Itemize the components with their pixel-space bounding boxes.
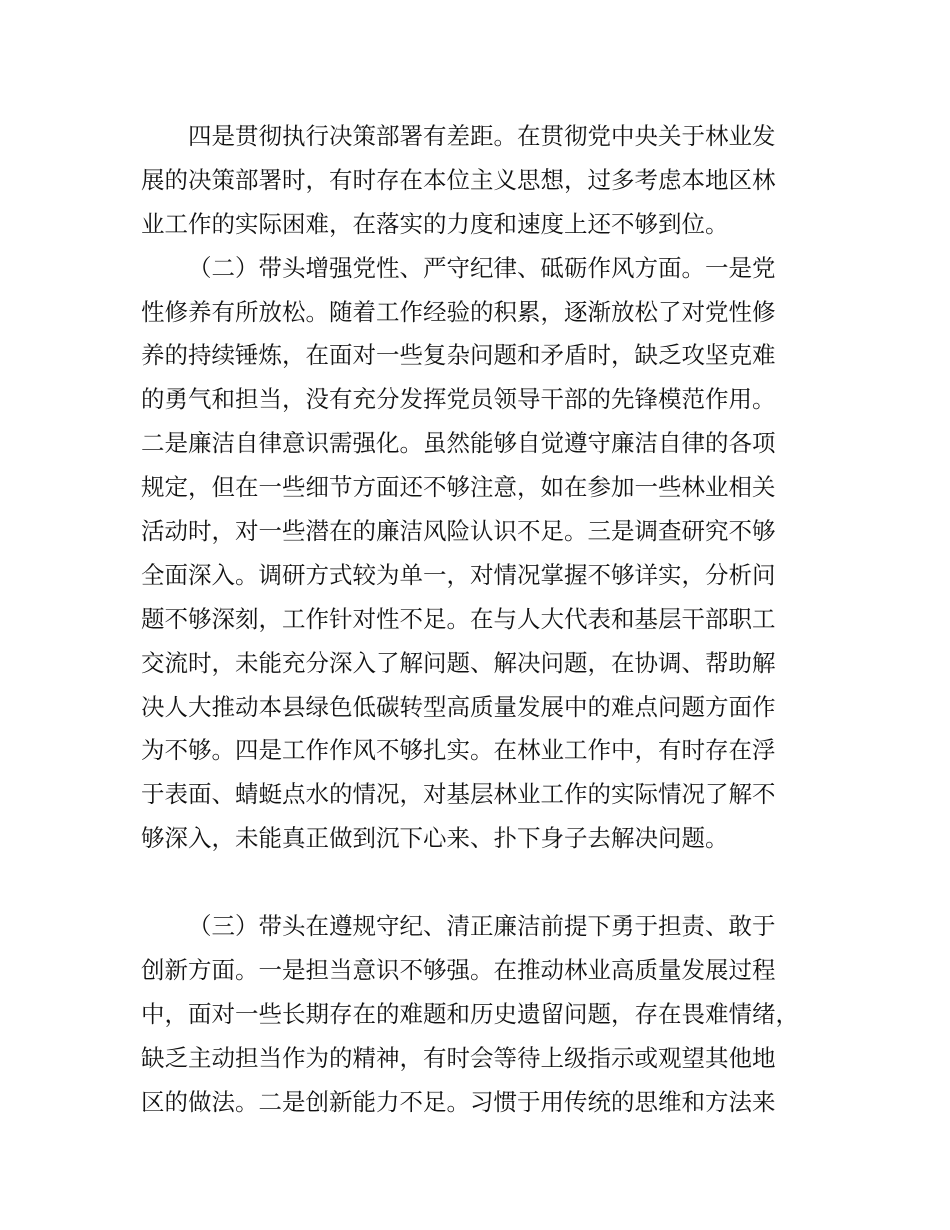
text-line: 全面深入。调研方式较为单一，对情况掌握不够详实，分析问 <box>141 560 776 589</box>
text-line: 中，面对一些长期存在的难题和历史遗留问题，存在畏难情绪， <box>141 999 799 1028</box>
text-line: 业工作的实际困难，在落实的力度和速度上还不够到位。 <box>141 209 729 238</box>
paragraph-decision-implementation <box>141 115 831 247</box>
paragraph-party-discipline <box>141 247 831 905</box>
text-line: 够深入，未能真正做到沉下心来、扑下身子去解决问题。 <box>141 824 729 853</box>
text-line: 于表面、蜻蜓点水的情况，对基层林业工作的实际情况了解不 <box>141 780 776 809</box>
document-body <box>141 115 831 1124</box>
text-line: 题不够深刻，工作针对性不足。在与人大代表和基层干部职工 <box>141 604 776 633</box>
text-line: 创新方面。一是担当意识不够强。在推动林业高质量发展过程 <box>141 955 776 984</box>
text-line: 活动时，对一些潜在的廉洁风险认识不足。三是调查研究不够 <box>141 517 776 546</box>
text-line: 二是廉洁自律意识需强化。虽然能够自觉遵守廉洁自律的各项 <box>141 429 776 458</box>
text-line: 为不够。四是工作作风不够扎实。在林业工作中，有时存在浮 <box>141 736 776 765</box>
paragraph-responsibility-innovation <box>141 905 831 1124</box>
text-line: （二）带头增强党性、严守纪律、砥砺作风方面。一是党 <box>188 253 776 282</box>
text-line: 缺乏主动担当作为的精神，有时会等待上级指示或观望其他地 <box>141 1043 776 1072</box>
text-line: 区的做法。二是创新能力不足。习惯于用传统的思维和方法来 <box>141 1087 776 1116</box>
text-line: 交流时，未能充分深入了解问题、解决问题，在协调、帮助解 <box>141 648 776 677</box>
text-line: 性修养有所放松。随着工作经验的积累，逐渐放松了对党性修 <box>141 297 776 326</box>
text-line: 的勇气和担当，没有充分发挥党员领导干部的先锋模范作用。 <box>141 385 776 414</box>
text-line: 决人大推动本县绿色低碳转型高质量发展中的难点问题方面作 <box>141 692 776 721</box>
text-line: 四是贯彻执行决策部署有差距。在贯彻党中央关于林业发 <box>188 122 776 150</box>
text-line: 规定，但在一些细节方面还不够注意，如在参加一些林业相关 <box>141 473 776 502</box>
text-line: 养的持续锤炼，在面对一些复杂问题和矛盾时，缺乏攻坚克难 <box>141 341 776 370</box>
text-line: 展的决策部署时，有时存在本位主义思想，过多考虑本地区林 <box>141 165 776 194</box>
text-line: （三）带头在遵规守纪、清正廉洁前提下勇于担责、敢于 <box>188 912 776 941</box>
text-line <box>141 861 831 905</box>
